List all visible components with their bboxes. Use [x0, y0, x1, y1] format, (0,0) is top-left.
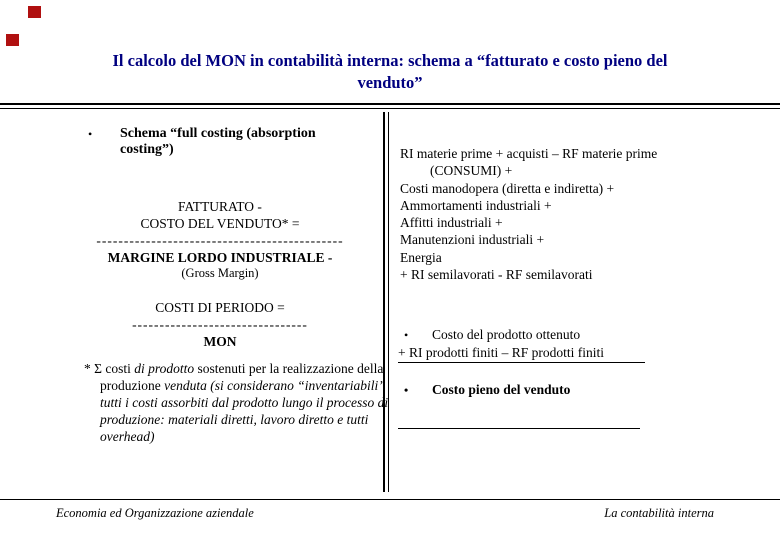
scheme-costo-venduto: COSTO DEL VENDUTO* =	[140, 216, 300, 231]
cost-line: Energia	[400, 249, 442, 265]
scheme-dashes-2: --------------------------------	[132, 316, 308, 332]
cost-line: Costi manodopera (diretta e indiretta) +	[400, 180, 615, 196]
footnote-seg-5: (si considerano “inventariabili” tutti i costi assorbiti dal prodotto lungo il processo di produzione: materiali diretti, lavoro diretto e tutti overhead)	[100, 378, 389, 444]
footnote-seg-4: venduta	[164, 378, 207, 393]
right-bullet-costo-pieno	[404, 382, 744, 398]
left-heading-label: Schema “full costing (absorption costing”)	[120, 126, 316, 157]
cost-line: Ammortamenti industriali +	[400, 197, 552, 213]
scheme-fatturato: FATTURATO -	[178, 199, 262, 214]
underline-costo-pieno	[398, 428, 640, 429]
cost-components-list	[400, 145, 750, 283]
footer-chapter-name: La contabilità interna	[604, 506, 714, 520]
footer-course-name: Economia ed Organizzazione aziendale	[56, 506, 254, 520]
right-bullet-costo-prodotto	[404, 327, 744, 343]
cost-line: Manutenzioni industriali +	[400, 232, 545, 248]
footer-divider	[0, 499, 780, 500]
bullet-icon: •	[88, 127, 93, 141]
decorative-red-square-top	[28, 6, 41, 18]
bullet-icon: •	[404, 383, 409, 397]
footnote	[84, 360, 392, 445]
footnote-seg-2: di prodotto	[134, 361, 195, 376]
footnote-seg-1: * Σ costi	[84, 361, 135, 376]
title-divider	[0, 103, 780, 109]
scheme-mon: MON	[203, 333, 237, 349]
scheme-costi-periodo: COSTI DI PERIODO =	[155, 299, 285, 315]
decorative-red-square-left	[6, 34, 19, 46]
slide-title: Il calcolo del MON in contabilità interna: schema a “fatturato e costo pieno del venduto”	[112, 51, 668, 92]
cost-line: + RI semilavorati - RF semilavorati	[400, 266, 593, 282]
left-heading	[88, 126, 358, 158]
bullet-icon: •	[404, 328, 409, 342]
cost-line: RI materie prime + acquisti – RF materie prime	[400, 146, 658, 161]
underline-costo-prodotto	[398, 362, 645, 363]
ri-prodotti-finiti-line: + RI prodotti finiti – RF prodotti finiti	[398, 345, 604, 360]
right-bullet-costo-prodotto-label: Costo del prodotto ottenuto	[432, 327, 581, 342]
footnote-seg-3: sostenuti per la realizzazione della produzione	[100, 361, 384, 393]
scheme-gross-margin: (Gross Margin)	[181, 266, 259, 280]
scheme-dashes-1: ---------------------------------------------	[96, 233, 344, 248]
cost-line: Affitti industriali +	[400, 215, 503, 231]
full-costing-scheme	[55, 198, 385, 350]
scheme-margine-lordo: MARGINE LORDO INDUSTRIALE -	[107, 250, 333, 265]
cost-line: (CONSUMI) +	[430, 163, 513, 179]
right-bullet-costo-pieno-label: Costo pieno del venduto	[432, 382, 571, 397]
